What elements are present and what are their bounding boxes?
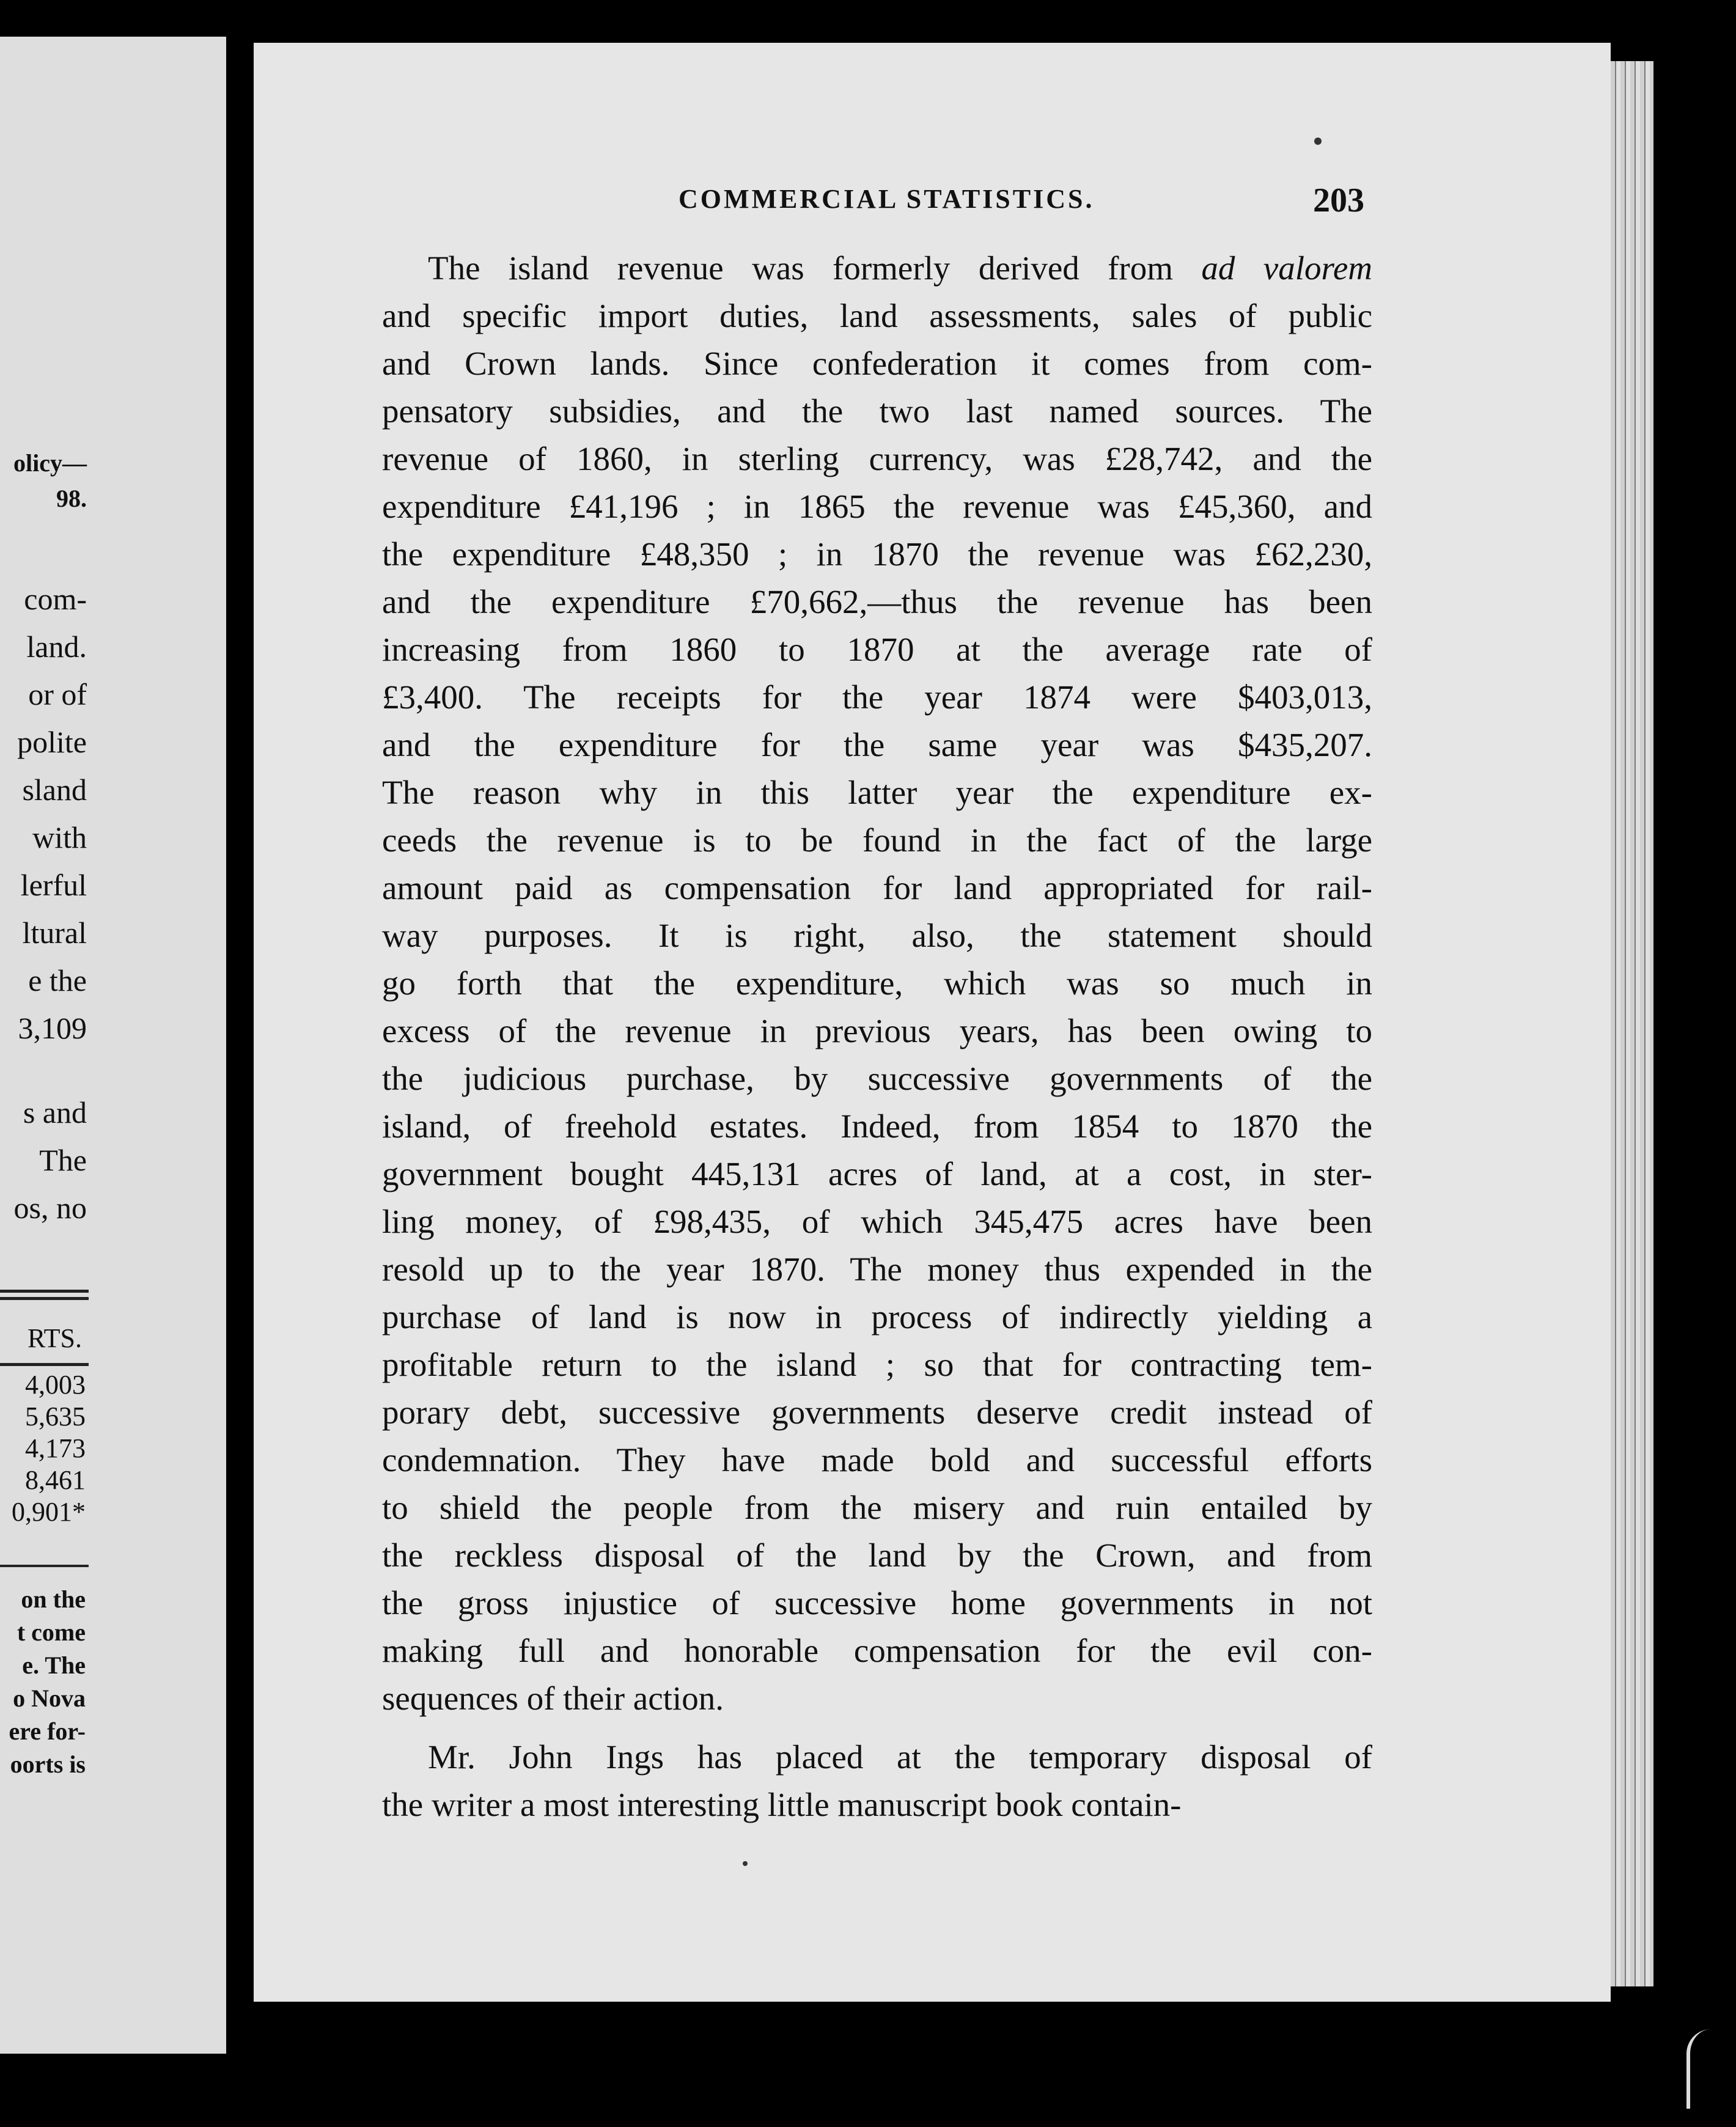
left-page-fragment: e. The — [22, 1651, 86, 1679]
text-line: go forth that the expenditure, which was so much in — [382, 964, 1372, 1002]
text-line: and Crown lands. Since confederation it comes from com- — [382, 345, 1372, 382]
body-text — [382, 244, 1372, 1829]
table-rule-top-second — [0, 1297, 89, 1300]
left-page-fragment: lerful — [20, 868, 87, 902]
left-page-fragment: 4,173 — [25, 1433, 86, 1463]
running-header: COMMERCIAL STATISTICS. — [679, 184, 1095, 214]
text-line: sequences of their action. — [382, 1680, 724, 1717]
paragraph-2 — [382, 1733, 1372, 1829]
text-line: expenditure £41,196 ; in 1865 the revenue was £45,360, and — [382, 488, 1372, 525]
text-line: and the expenditure £70,662,—thus the revenue has been — [382, 583, 1372, 620]
book-gutter — [226, 37, 254, 2048]
left-page-fragment: land. — [26, 630, 87, 664]
left-page-fragment: polite — [17, 725, 87, 759]
text-line: pensatory subsidies, and the two last named sources. The — [382, 392, 1372, 430]
text-line: way purposes. It is right, also, the statement should — [382, 917, 1372, 954]
table-rule-top — [0, 1290, 89, 1293]
text-line: the judicious purchase, by successive governments of the — [382, 1060, 1372, 1097]
left-page-fragment: sland — [22, 773, 87, 807]
left-page-fragment: with — [32, 820, 87, 854]
text-line: porary debt, successive governments deserve credit instead of — [382, 1394, 1372, 1431]
text-line: the expenditure £48,350 ; in 1870 the revenue was £62,230, — [382, 535, 1372, 573]
text-line — [382, 244, 1372, 292]
text-line: The reason why in this latter year the expenditure ex- — [382, 774, 1372, 811]
left-page-fragment: s and — [23, 1095, 87, 1130]
left-page-fragment: 3,109 — [18, 1011, 87, 1045]
text-line: condemnation. They have made bold and successful efforts — [382, 1441, 1372, 1479]
page-edges — [1611, 61, 1653, 1986]
text-line: to shield the people from the misery and ruin entailed by — [382, 1489, 1372, 1526]
left-page-fragment: 4,003 — [25, 1370, 86, 1400]
text-line: the reckless disposal of the land by the Crown, and from — [382, 1537, 1372, 1574]
page-number: 203 — [1313, 182, 1364, 219]
left-page-fragment: os, no — [13, 1191, 87, 1225]
left-page-fragment: 5,635 — [25, 1401, 86, 1431]
text-line: revenue of 1860, in sterling currency, was £28,742, and the — [382, 440, 1372, 477]
paragraph-1 — [382, 244, 1372, 1722]
text-line: profitable return to the island ; so that for contracting tem- — [382, 1346, 1372, 1383]
text-line: excess of the revenue in previous years, has been owing to — [382, 1012, 1372, 1049]
scan-corner-mark — [1686, 2029, 1721, 2109]
text-line: ling money, of £98,435, of which 345,475 acres have been — [382, 1203, 1372, 1240]
left-page — [0, 37, 226, 2054]
table-rule-mid — [0, 1363, 89, 1366]
left-page-fragment: or of — [28, 677, 87, 711]
text-line: purchase of land is now in process of indirectly yielding a — [382, 1298, 1372, 1335]
left-page-fragment: ere for- — [9, 1717, 86, 1745]
text-run: The island revenue was formerly derived from — [428, 249, 1202, 287]
left-page-fragment: oorts is — [10, 1750, 86, 1778]
text-line: the writer a most interesting little manuscript book contain- — [382, 1786, 1182, 1823]
table-rule-bottom — [0, 1565, 89, 1567]
text-line: £3,400. The receipts for the year 1874 were $403,013, — [382, 678, 1372, 716]
text-line: and specific import duties, land assessments, sales of public — [382, 297, 1372, 334]
left-page-fragment: on the — [21, 1585, 86, 1613]
italic-phrase: ad valorem — [1201, 249, 1372, 287]
left-page-fragment: olicy— — [13, 449, 87, 477]
text-line: amount paid as compensation for land appropriated for rail- — [382, 869, 1372, 906]
text-line: Mr. John Ings has placed at the temporary disposal of — [428, 1738, 1372, 1776]
left-page-fragment: o Nova — [13, 1684, 86, 1712]
left-page-fragment: t come — [17, 1618, 86, 1646]
ink-speck — [1314, 138, 1322, 145]
left-page-fragment: ltural — [22, 916, 87, 950]
left-page-fragment: The — [39, 1143, 87, 1177]
left-page-fragment: 98. — [56, 485, 87, 512]
left-page-fragment: 8,461 — [25, 1465, 86, 1495]
table-header: RTS. — [27, 1323, 82, 1353]
text-line: making full and honorable compensation for the evil con- — [382, 1632, 1372, 1669]
left-page-fragment: 0,901* — [12, 1497, 86, 1527]
text-line: resold up to the year 1870. The money thus expended in the — [382, 1251, 1372, 1288]
left-page-fragment: com- — [24, 582, 87, 616]
text-line: island, of freehold estates. Indeed, from 1854 to 1870 the — [382, 1108, 1372, 1145]
text-line: increasing from 1860 to 1870 at the average rate of — [382, 631, 1372, 668]
text-line: ceeds the revenue is to be found in the fact of the large — [382, 821, 1372, 859]
left-page-fragment: e the — [28, 963, 87, 997]
text-line: the gross injustice of successive home governments in not — [382, 1584, 1372, 1622]
text-line: and the expenditure for the same year was $435,207. — [382, 726, 1372, 763]
ink-speck — [743, 1861, 748, 1866]
text-line: government bought 445,131 acres of land, at a cost, in ster- — [382, 1155, 1372, 1192]
